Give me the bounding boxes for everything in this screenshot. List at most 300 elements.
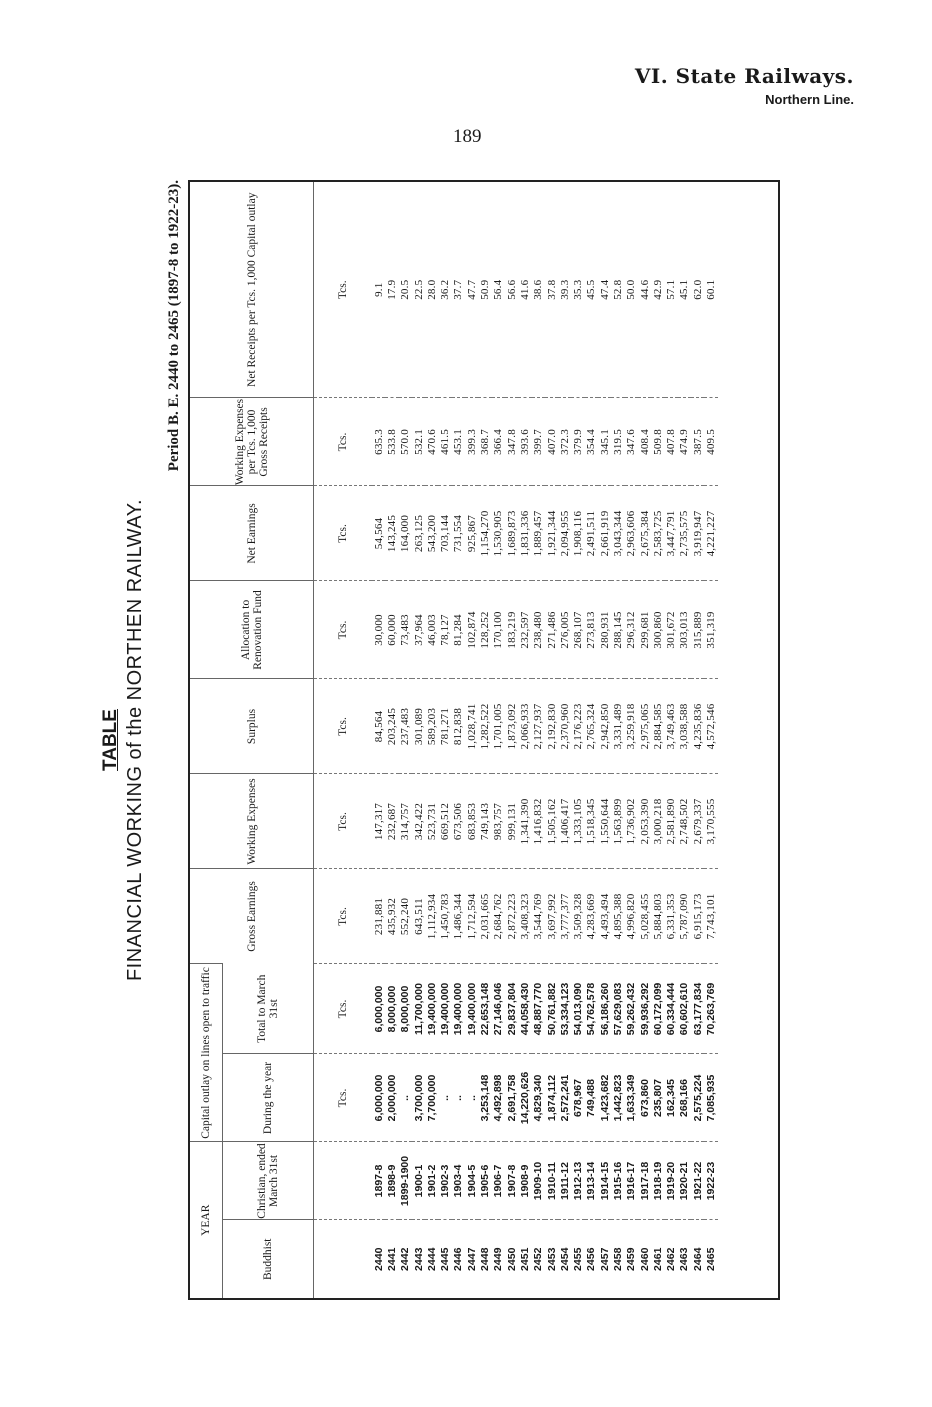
working-exp-per-cell: 409.5 <box>704 398 717 486</box>
surplus-cell: 2,765,324 <box>585 679 598 774</box>
gross-earnings-cell: 2,684,762 <box>492 869 505 964</box>
capital-total-cell: 19,400,000 <box>438 964 451 1054</box>
gross-earnings-cell: 1,712,594 <box>465 869 478 964</box>
unit-cell: Tcs. <box>314 1054 373 1142</box>
capital-total-cell: 59,262,432 <box>625 964 638 1054</box>
working-exp-per-cell: 470.6 <box>425 398 438 486</box>
working-exp-per-cell: 474.9 <box>678 398 691 486</box>
working-exp-per-cell: 570.0 <box>399 398 412 486</box>
working-expenses-header: Working Expenses <box>190 774 314 869</box>
gross-earnings-cell: 231,881 <box>372 869 385 964</box>
working-expenses-cell: 3,000,218 <box>651 774 664 869</box>
capital-total-cell: 50,761,882 <box>545 964 558 1054</box>
working-expenses-cell: 1,341,390 <box>518 774 531 869</box>
table-word: TABLE <box>100 709 121 771</box>
working-exp-per-cell: 372.3 <box>558 398 571 486</box>
working-exp-per-cell: 379.9 <box>571 398 584 486</box>
net-earnings-cell: 143,245 <box>385 486 398 581</box>
allocation-cell: 78,127 <box>438 581 451 679</box>
table-title: FINANCIAL WORKING of the NORTHEN RAILWAY. <box>124 498 146 982</box>
buddhist-year-cell: 2458 <box>611 1220 624 1298</box>
surplus-cell: 4,235,836 <box>691 679 704 774</box>
surplus-cell: 2,370,960 <box>558 679 571 774</box>
christian-year-cell: 1904-5 <box>465 1142 478 1220</box>
capital-during-year-cell: 1,442,823 <box>611 1054 624 1142</box>
net-earnings-cell: 2,675,384 <box>638 486 651 581</box>
christian-year-cell: 1916-17 <box>625 1142 638 1220</box>
christian-year-cell: 1908-9 <box>518 1142 531 1220</box>
buddhist-year-cell: 2448 <box>478 1220 491 1298</box>
working-expenses-cell: 2,053,390 <box>638 774 651 869</box>
net-receipts-cell: 62.0 <box>691 279 704 300</box>
net-earnings-cell: 1,530,905 <box>492 486 505 581</box>
gross-earnings-cell: 2,031,665 <box>478 869 491 964</box>
section-header <box>635 64 854 107</box>
allocation-header: Allocation to Renovation Fund <box>190 581 314 679</box>
net-receipts-cell: 45.5 <box>585 279 598 300</box>
table-row <box>438 182 451 1298</box>
net-receipts-cell: 52.8 <box>611 279 624 300</box>
unit-cell: Tcs. <box>314 581 373 679</box>
buddhist-year-cell: 2445 <box>438 1220 451 1298</box>
net-earnings-cell: 2,963,606 <box>625 486 638 581</box>
working-exp-per-header: Working Expenses per Tcs. 1,000 Gross Receipts <box>190 398 314 486</box>
christian-year-cell: 1901-2 <box>425 1142 438 1220</box>
data-table <box>190 182 718 1298</box>
unit-cell: Tcs. <box>314 774 373 869</box>
net-receipts-cell: 22.5 <box>412 279 425 300</box>
gross-earnings-cell: 552,240 <box>399 869 412 964</box>
net-earnings-cell: 2,735,575 <box>678 486 691 581</box>
working-exp-per-cell: 354.4 <box>585 398 598 486</box>
capital-during-year-cell: 1,423,682 <box>598 1054 611 1142</box>
working-expenses-cell: 1,333,105 <box>571 774 584 869</box>
gross-earnings-cell: 3,777,377 <box>558 869 571 964</box>
working-exp-per-cell: 366.4 <box>492 398 505 486</box>
surplus-cell: 4,572,546 <box>704 679 717 774</box>
allocation-cell: 238,480 <box>532 581 545 679</box>
gross-earnings-cell: 6,915,173 <box>691 869 704 964</box>
allocation-cell: 73,483 <box>399 581 412 679</box>
christian-year-cell: 1921-22 <box>691 1142 704 1220</box>
net-earnings-cell: 1,154,270 <box>478 486 491 581</box>
christian-header: Christian, ended March 31st <box>223 1142 314 1220</box>
net-receipts-cell: 37.8 <box>545 279 558 300</box>
table-row <box>478 182 491 1298</box>
buddhist-header: Buddhist <box>223 1220 314 1298</box>
net-earnings-cell: 3,919,947 <box>691 486 704 581</box>
allocation-cell: 46,003 <box>425 581 438 679</box>
christian-year-cell: 1907-8 <box>505 1142 518 1220</box>
unit-cell <box>314 1142 373 1220</box>
capital-total-cell: 70,263,769 <box>704 964 717 1054</box>
table-row <box>372 182 385 1298</box>
gross-earnings-cell: 5,884,803 <box>651 869 664 964</box>
capital-total-cell: 22,653,148 <box>478 964 491 1054</box>
surplus-cell: 2,192,830 <box>545 679 558 774</box>
working-exp-per-cell: 345.1 <box>598 398 611 486</box>
allocation-cell: 268,107 <box>571 581 584 679</box>
allocation-cell: 351,319 <box>704 581 717 679</box>
unit-cell: Tcs. <box>314 679 373 774</box>
net-receipts-cell: 20.5 <box>399 279 412 300</box>
capital-total-cell: 19,400,000 <box>465 964 478 1054</box>
capital-total-cell: 63,177,834 <box>691 964 704 1054</box>
working-expenses-cell: 983,757 <box>492 774 505 869</box>
working-exp-per-cell: 393.6 <box>518 398 531 486</box>
net-receipts-cell: 50.9 <box>479 279 492 300</box>
gross-earnings-header: Gross Earnings <box>190 869 314 964</box>
capital-during-year-cell: 2,575,224 <box>691 1054 704 1142</box>
capital-total-cell: 27,146,046 <box>492 964 505 1054</box>
total-to-header: Total to March 31st <box>223 964 314 1054</box>
gross-earnings-cell: 3,408,323 <box>518 869 531 964</box>
capital-during-year-cell: 6,000,000 <box>372 1054 385 1142</box>
buddhist-year-cell: 2460 <box>638 1220 651 1298</box>
allocation-cell: 280,931 <box>598 581 611 679</box>
christian-year-cell: 1920-21 <box>678 1142 691 1220</box>
christian-year-cell: 1914-15 <box>598 1142 611 1220</box>
working-exp-per-cell: 509.8 <box>651 398 664 486</box>
surplus-cell: 1,873,092 <box>505 679 518 774</box>
christian-year-cell: 1912-13 <box>571 1142 584 1220</box>
allocation-cell: 300,860 <box>651 581 664 679</box>
allocation-cell: 128,252 <box>478 581 491 679</box>
gross-earnings-cell: 4,493,494 <box>598 869 611 964</box>
capital-during-year-cell: 3,700,000 <box>412 1054 425 1142</box>
christian-year-cell: 1915-16 <box>611 1142 624 1220</box>
allocation-cell: 37,964 <box>412 581 425 679</box>
working-exp-per-cell: 532.1 <box>412 398 425 486</box>
capital-during-year-cell: 1,874,112 <box>545 1054 558 1142</box>
christian-year-cell: 1899-1900 <box>399 1142 412 1220</box>
allocation-cell: 273,813 <box>585 581 598 679</box>
surplus-cell: 589,203 <box>425 679 438 774</box>
allocation-cell: 276,005 <box>558 581 571 679</box>
net-earnings-cell: 1,921,344 <box>545 486 558 581</box>
working-expenses-cell: 232,687 <box>385 774 398 869</box>
buddhist-year-cell: 2456 <box>585 1220 598 1298</box>
gross-earnings-cell: 4,996,820 <box>625 869 638 964</box>
unit-cell: Tcs. <box>314 486 373 581</box>
surplus-cell: 2,975,065 <box>638 679 651 774</box>
capital-during-year-cell: 673,860 <box>638 1054 651 1142</box>
section-title: VI. State Railways. <box>634 64 854 88</box>
table-row <box>399 182 412 1298</box>
capital-during-year-cell: 268,166 <box>678 1054 691 1142</box>
capital-total-cell: 19,400,000 <box>425 964 438 1054</box>
surplus-cell: 3,259,918 <box>625 679 638 774</box>
christian-year-cell: 1917-18 <box>638 1142 651 1220</box>
gross-earnings-cell: 3,509,328 <box>571 869 584 964</box>
capital-during-year-cell: 7,700,000 <box>425 1054 438 1142</box>
capital-during-year-cell: 7,085,935 <box>704 1054 717 1142</box>
allocation-cell: 102,874 <box>465 581 478 679</box>
table-row <box>518 182 531 1298</box>
capital-during-year-cell: 2,691,758 <box>505 1054 518 1142</box>
surplus-cell: 2,942,850 <box>598 679 611 774</box>
table-row <box>691 182 704 1298</box>
allocation-cell: 271,486 <box>545 581 558 679</box>
working-expenses-cell: 1,563,899 <box>611 774 624 869</box>
surplus-cell: 812,838 <box>452 679 465 774</box>
working-expenses-cell: 3,170,555 <box>704 774 717 869</box>
working-exp-per-cell: 408.4 <box>638 398 651 486</box>
page-number: 189 <box>453 126 482 147</box>
christian-year-cell: 1918-19 <box>651 1142 664 1220</box>
surplus-cell: 3,331,489 <box>611 679 624 774</box>
christian-year-cell: 1902-3 <box>438 1142 451 1220</box>
net-earnings-header: Net Earnings <box>190 486 314 581</box>
allocation-cell: 30,000 <box>372 581 385 679</box>
buddhist-year-cell: 2463 <box>678 1220 691 1298</box>
section-subtitle: Northern Line. <box>765 92 854 107</box>
buddhist-year-cell: 2444 <box>425 1220 438 1298</box>
allocation-cell: 296,312 <box>625 581 638 679</box>
allocation-cell: 81,284 <box>452 581 465 679</box>
net-receipts-cell: 35.3 <box>572 279 585 300</box>
surplus-cell: 3,749,463 <box>665 679 678 774</box>
christian-year-cell: 1911-12 <box>558 1142 571 1220</box>
period-line: Period B. E. 2440 to 2465 (1897-8 to 1922-23). <box>166 180 182 472</box>
buddhist-year-cell: 2447 <box>465 1220 478 1298</box>
net-earnings-cell: 925,867 <box>465 486 478 581</box>
capital-total-cell: 54,013,090 <box>571 964 584 1054</box>
christian-year-cell: 1909-10 <box>532 1142 545 1220</box>
working-expenses-cell: 1,518,345 <box>585 774 598 869</box>
working-expenses-cell: 669,512 <box>438 774 451 869</box>
buddhist-year-cell: 2462 <box>665 1220 678 1298</box>
surplus-header: Surplus <box>190 679 314 774</box>
working-expenses-cell: 749,143 <box>478 774 491 869</box>
working-exp-per-cell: 347.8 <box>505 398 518 486</box>
net-earnings-cell: 1,908,116 <box>571 486 584 581</box>
capital-total-cell: 60,334,444 <box>665 964 678 1054</box>
buddhist-year-cell: 2442 <box>399 1220 412 1298</box>
gross-earnings-cell: 3,697,992 <box>545 869 558 964</box>
capital-during-year-cell: .. <box>438 1054 451 1142</box>
capital-total-cell: 29,837,804 <box>505 964 518 1054</box>
capital-during-year-cell: 162,345 <box>665 1054 678 1142</box>
net-earnings-cell: 3,043,344 <box>611 486 624 581</box>
working-exp-per-cell: 453.1 <box>452 398 465 486</box>
table-row <box>532 182 545 1298</box>
net-receipts-cell: 47.7 <box>465 279 478 300</box>
gross-earnings-cell: 5,028,455 <box>638 869 651 964</box>
christian-year-cell: 1910-11 <box>545 1142 558 1220</box>
allocation-cell: 183,219 <box>505 581 518 679</box>
christian-year-cell: 1898-9 <box>385 1142 398 1220</box>
table-row <box>465 182 478 1298</box>
net-earnings-cell: 731,554 <box>452 486 465 581</box>
table-row <box>425 182 438 1298</box>
capital-total-cell: 44,058,430 <box>518 964 531 1054</box>
surplus-cell: 1,282,522 <box>478 679 491 774</box>
capital-during-year-cell: 2,572,241 <box>558 1054 571 1142</box>
capital-total-cell: 11,700,000 <box>412 964 425 1054</box>
allocation-cell: 315,889 <box>691 581 704 679</box>
table-row <box>704 182 717 1298</box>
capital-during-year-cell: 3,253,148 <box>478 1054 491 1142</box>
buddhist-year-cell: 2443 <box>412 1220 425 1298</box>
net-earnings-cell: 2,094,955 <box>558 486 571 581</box>
net-earnings-cell: 1,689,873 <box>505 486 518 581</box>
table-row <box>385 182 398 1298</box>
working-expenses-cell: 673,506 <box>452 774 465 869</box>
surplus-cell: 301,089 <box>412 679 425 774</box>
net-receipts-cell: 42.9 <box>651 279 664 300</box>
net-earnings-cell: 164,000 <box>399 486 412 581</box>
capital-total-cell: 8,000,000 <box>399 964 412 1054</box>
capital-total-cell: 8,000,000 <box>385 964 398 1054</box>
table-row <box>571 182 584 1298</box>
net-receipts-cell: 39.3 <box>558 279 571 300</box>
working-expenses-cell: 1,505,162 <box>545 774 558 869</box>
buddhist-year-cell: 2459 <box>625 1220 638 1298</box>
working-expenses-cell: 147,317 <box>372 774 385 869</box>
net-earnings-cell: 1,831,336 <box>518 486 531 581</box>
working-exp-per-cell: 368.7 <box>478 398 491 486</box>
net-earnings-cell: 2,583,725 <box>651 486 664 581</box>
working-expenses-cell: 1,406,417 <box>558 774 571 869</box>
gross-earnings-cell: 643,511 <box>412 869 425 964</box>
surplus-cell: 1,701,005 <box>492 679 505 774</box>
working-exp-per-cell: 635.3 <box>372 398 385 486</box>
table-row <box>412 182 425 1298</box>
allocation-cell: 170,100 <box>492 581 505 679</box>
capital-during-year-cell: 4,829,340 <box>532 1054 545 1142</box>
buddhist-year-cell: 2440 <box>372 1220 385 1298</box>
working-expenses-cell: 342,422 <box>412 774 425 869</box>
table-row <box>665 182 678 1298</box>
capital-during-year-cell: .. <box>465 1054 478 1142</box>
surplus-cell: 2,066,933 <box>518 679 531 774</box>
allocation-cell: 288,145 <box>611 581 624 679</box>
christian-year-cell: 1913-14 <box>585 1142 598 1220</box>
net-receipts-header: Net Receipts per Tcs. 1,000 Capital outlay <box>190 182 314 398</box>
buddhist-year-cell: 2454 <box>558 1220 571 1298</box>
christian-year-cell: 1922-23 <box>704 1142 717 1220</box>
working-expenses-cell: 2,679,337 <box>691 774 704 869</box>
working-expenses-cell: 2,748,502 <box>678 774 691 869</box>
net-earnings-cell: 2,661,919 <box>598 486 611 581</box>
allocation-cell: 301,672 <box>665 581 678 679</box>
unit-cell: Tcs. <box>314 964 373 1054</box>
allocation-cell: 60,000 <box>385 581 398 679</box>
gross-earnings-cell: 1,450,783 <box>438 869 451 964</box>
buddhist-year-cell: 2455 <box>571 1220 584 1298</box>
buddhist-year-cell: 2450 <box>505 1220 518 1298</box>
working-exp-per-cell: 407.8 <box>665 398 678 486</box>
gross-earnings-cell: 5,787,090 <box>678 869 691 964</box>
working-expenses-cell: 683,853 <box>465 774 478 869</box>
net-receipts-cell: 45.1 <box>678 279 691 300</box>
working-expenses-cell: 1,736,902 <box>625 774 638 869</box>
buddhist-year-cell: 2461 <box>651 1220 664 1298</box>
table-row <box>611 182 624 1298</box>
capital-total-cell: 60,172,099 <box>651 964 664 1054</box>
net-earnings-cell: 263,125 <box>412 486 425 581</box>
table-row <box>651 182 664 1298</box>
units-row <box>314 182 373 1298</box>
rotated-table-page <box>100 180 890 1300</box>
working-expenses-cell: 523,731 <box>425 774 438 869</box>
working-exp-per-cell: 533.8 <box>385 398 398 486</box>
christian-year-cell: 1906-7 <box>492 1142 505 1220</box>
buddhist-year-cell: 2453 <box>545 1220 558 1298</box>
capital-during-year-cell: 235,807 <box>651 1054 664 1142</box>
capital-during-year-cell: 1,633,349 <box>625 1054 638 1142</box>
allocation-cell: 303,013 <box>678 581 691 679</box>
net-earnings-cell: 703,144 <box>438 486 451 581</box>
gross-earnings-cell: 435,932 <box>385 869 398 964</box>
capital-during-year-cell: 678,967 <box>571 1054 584 1142</box>
gross-earnings-cell: 4,895,388 <box>611 869 624 964</box>
net-earnings-cell: 54,564 <box>372 486 385 581</box>
buddhist-year-cell: 2464 <box>691 1220 704 1298</box>
christian-year-cell: 1919-20 <box>665 1142 678 1220</box>
net-receipts-cell: 37.7 <box>452 279 465 300</box>
table-row <box>452 182 465 1298</box>
table-body <box>314 182 718 1298</box>
working-exp-per-cell: 387.5 <box>691 398 704 486</box>
buddhist-year-cell: 2452 <box>532 1220 545 1298</box>
table-header <box>190 182 314 1298</box>
working-exp-per-cell: 347.6 <box>625 398 638 486</box>
gross-earnings-cell: 1,112,934 <box>425 869 438 964</box>
net-receipts-cell: 41.6 <box>518 279 531 300</box>
unit-cell: Tcs. <box>314 398 373 486</box>
christian-year-cell: 1905-6 <box>478 1142 491 1220</box>
working-exp-per-cell: 461.5 <box>438 398 451 486</box>
net-receipts-cell: 9.1 <box>372 282 385 297</box>
buddhist-year-cell: 2449 <box>492 1220 505 1298</box>
capital-total-cell: 6,000,000 <box>372 964 385 1054</box>
capital-total-cell: 56,186,260 <box>598 964 611 1054</box>
surplus-cell: 2,127,937 <box>532 679 545 774</box>
working-expenses-cell: 1,416,832 <box>532 774 545 869</box>
capital-during-year-cell: 4,492,898 <box>492 1054 505 1142</box>
working-expenses-cell: 999,131 <box>505 774 518 869</box>
capital-outlay-header: Capital outlay on lines open to traffic <box>190 964 223 1142</box>
table-row <box>505 182 518 1298</box>
net-receipts-cell: 47.4 <box>598 279 611 300</box>
surplus-cell: 3,038,588 <box>678 679 691 774</box>
gross-earnings-cell: 4,283,669 <box>585 869 598 964</box>
christian-year-cell: 1897-8 <box>372 1142 385 1220</box>
net-receipts-cell: 60.1 <box>705 279 718 300</box>
gross-earnings-cell: 7,743,101 <box>704 869 717 964</box>
working-exp-per-cell: 319.5 <box>611 398 624 486</box>
buddhist-year-cell: 2451 <box>518 1220 531 1298</box>
capital-during-year-cell: 749,488 <box>585 1054 598 1142</box>
table-row <box>585 182 598 1298</box>
net-receipts-cell: 17.9 <box>385 279 398 300</box>
net-receipts-cell: 56.4 <box>492 279 505 300</box>
net-receipts-cell: 38.6 <box>532 279 545 300</box>
capital-total-cell: 60,602,610 <box>678 964 691 1054</box>
capital-total-cell: 57,629,083 <box>611 964 624 1054</box>
net-earnings-cell: 1,889,457 <box>532 486 545 581</box>
capital-total-cell: 59,936,292 <box>638 964 651 1054</box>
net-receipts-cell: 56.6 <box>505 279 518 300</box>
capital-total-cell: 48,887,770 <box>532 964 545 1054</box>
capital-total-cell: 54,762,578 <box>585 964 598 1054</box>
buddhist-year-cell: 2446 <box>452 1220 465 1298</box>
surplus-cell: 2,176,223 <box>571 679 584 774</box>
working-exp-per-cell: 399.3 <box>465 398 478 486</box>
financial-table <box>188 180 780 1300</box>
